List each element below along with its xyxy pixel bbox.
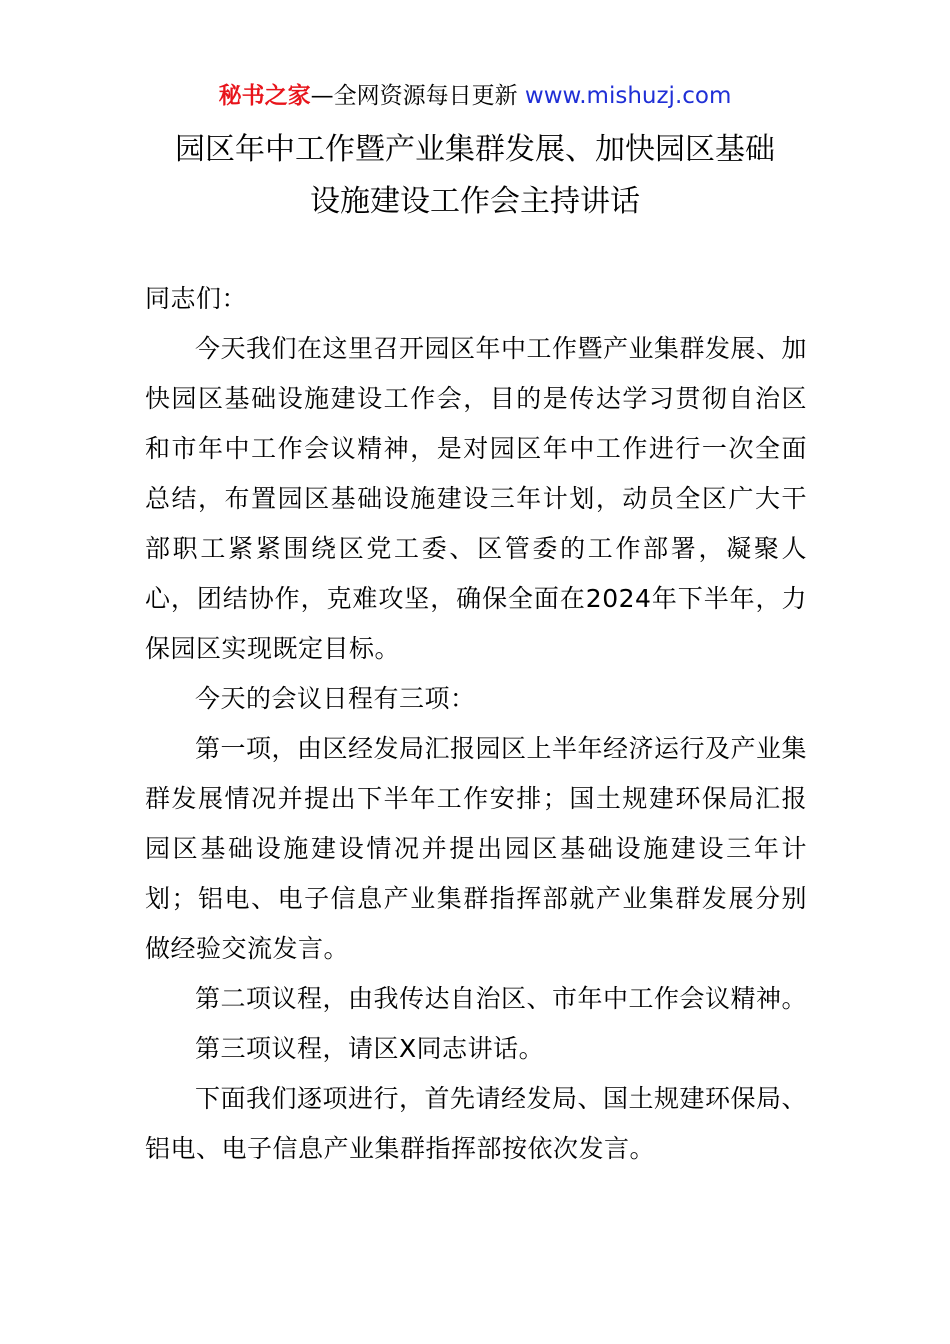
- site-url[interactable]: www.mishuzj.com: [524, 83, 732, 109]
- title-line-1: 园区年中工作暨产业集群发展、加快园区基础: [175, 132, 775, 167]
- paragraph: 第二项议程，由我传达自治区、市年中工作会议精神。: [195, 984, 808, 1013]
- header-tagline: —全网资源每日更新: [310, 83, 518, 109]
- document-title: [0, 124, 950, 228]
- paragraph: 第一项，由区经发局汇报园区上半年经济运行及产业集群发展情况并提出下半年工作安排；国土规建环保局汇报园区基础设施建设情况并提出园区基础设施建设三年计划；铝电、电子信息产业集群指挥部就产业集群发展分别做经验交流发言。: [145, 734, 808, 963]
- paragraph: 今天的会议日程有三项：: [195, 684, 476, 713]
- site-header: [0, 80, 950, 112]
- paragraph: 下面我们逐项进行，首先请经发局、国土规建环保局、铝电、电子信息产业集群指挥部按依次发言。: [145, 1084, 808, 1163]
- paragraph: 今天我们在这里召开园区年中工作暨产业集群发展、加快园区基础设施建设工作会，目的是传达学习贯彻自治区和市年中工作会议精神，是对园区年中工作进行一次全面总结，布置园区基础设施建设三年计划，动员全区广大干部职工紧紧围绕区党工委、区管委的工作部署，凝聚人心，团结协作，克难攻坚，确保全面在2024年下半年，力保园区实现既定目标。: [145, 334, 808, 663]
- paragraph: 第三项议程，请区X同志讲话。: [195, 1034, 545, 1063]
- document-body: [145, 274, 807, 1174]
- title-line-2: 设施建设工作会主持讲话: [310, 184, 640, 219]
- salutation: 同志们：: [145, 284, 248, 313]
- brand-name: 秘书之家: [218, 83, 311, 109]
